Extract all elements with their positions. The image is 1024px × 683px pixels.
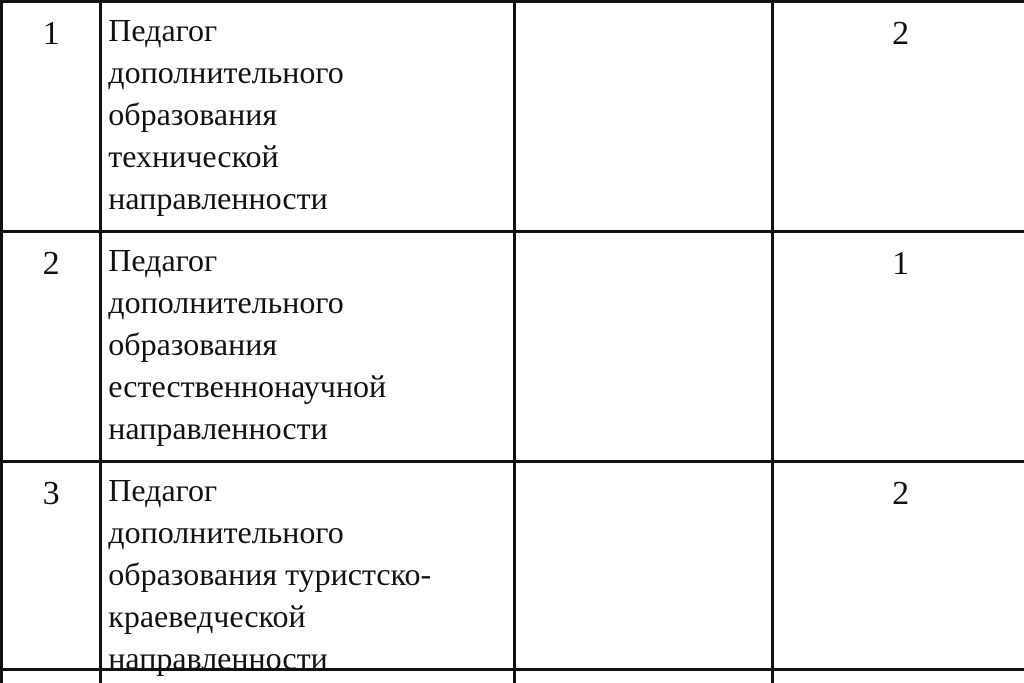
position-title-line: образования [108, 96, 278, 132]
row-number-cell [2, 462, 101, 683]
cut-off-row [0, 668, 1024, 683]
table-row [2, 462, 1024, 683]
position-title-line: Педагог [108, 472, 218, 508]
empty-cell [515, 2, 773, 232]
position-title-line: Педагог [108, 12, 218, 48]
position-title-line: технической [108, 138, 279, 174]
position-title-line: дополнительного [108, 54, 344, 90]
position-title-line: дополнительного [108, 284, 344, 320]
position-title-line: направленности [108, 410, 328, 446]
position-title-line: образования туристско- [108, 556, 432, 592]
table-row [2, 2, 1024, 232]
row-number: 3 [42, 475, 60, 512]
count-cell [773, 2, 1024, 232]
position-title-line: направленности [108, 640, 328, 676]
position-title-cell [101, 232, 515, 462]
position-title-line: краеведческой [108, 598, 306, 634]
position-title-line: образования [108, 326, 278, 362]
table-row [2, 232, 1024, 462]
position-title-line: дополнительного [108, 514, 344, 550]
staff-count: 2 [892, 475, 910, 512]
position-title-cell [101, 2, 515, 232]
position-title-line: естественнонаучной [108, 368, 387, 404]
row-number-cell [2, 2, 101, 232]
empty-cell [515, 232, 773, 462]
row-number-cell [2, 232, 101, 462]
empty-cell [515, 462, 773, 683]
count-cell [773, 232, 1024, 462]
position-title-line: направленности [108, 180, 328, 216]
staff-count: 2 [892, 15, 910, 52]
staff-count: 1 [892, 245, 910, 282]
count-cell [773, 462, 1024, 683]
row-number: 2 [42, 245, 60, 282]
position-title-cell [101, 462, 515, 683]
row-number: 1 [42, 15, 60, 52]
position-title-line: Педагог [108, 242, 218, 278]
